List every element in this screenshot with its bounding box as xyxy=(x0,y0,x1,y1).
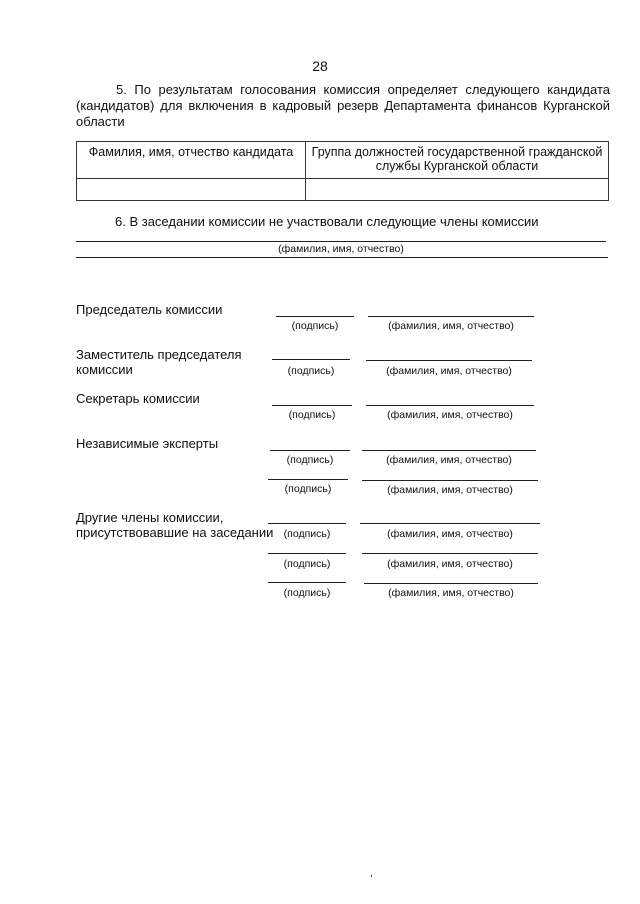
deputy-chairman-label xyxy=(76,347,242,377)
secretary-fio-line[interactable] xyxy=(366,405,534,406)
deputy-signature-caption: (подпись) xyxy=(287,365,335,377)
chairman-fio-caption: (фамилия, имя, отчество) xyxy=(388,320,514,332)
deputy-fio-line[interactable] xyxy=(366,360,532,361)
deputy-chairman-label-line2: комиссии xyxy=(76,362,133,377)
other-member-2-signature-line[interactable] xyxy=(268,553,346,554)
section-6-text: 6. В заседании комиссии не участвовали следующие члены комиссии xyxy=(115,214,539,229)
secretary-signature-caption: (подпись) xyxy=(288,409,336,421)
candidate-name-cell[interactable] xyxy=(77,179,306,201)
absent-members-line-2[interactable] xyxy=(76,257,608,258)
chairman-signature-line[interactable] xyxy=(276,316,354,317)
section-5-number: 5. xyxy=(116,82,127,97)
section-5-text: По результатам голосования комиссия определяет следующего кандидата (кандидатов) для включения в кадровый резерв Департамента финансов Курганской области xyxy=(76,82,610,129)
deputy-chairman-label-line1: Заместитель председателя xyxy=(76,347,242,362)
expert-2-fio-caption: (фамилия, имя, отчество) xyxy=(387,484,513,496)
other-member-2-fio-line[interactable] xyxy=(362,553,538,554)
other-members-label-line1: Другие члены комиссии, xyxy=(76,510,224,525)
candidate-name-header: Фамилия, имя, отчество кандидата xyxy=(77,142,306,179)
chairman-signature-caption: (подпись) xyxy=(291,320,339,332)
scan-mark: , xyxy=(370,868,373,879)
secretary-signature-line[interactable] xyxy=(272,405,352,406)
expert-1-fio-caption: (фамилия, имя, отчество) xyxy=(386,454,512,466)
position-group-cell[interactable] xyxy=(306,179,609,201)
experts-label: Независимые эксперты xyxy=(76,436,219,451)
chairman-label: Председатель комиссии xyxy=(76,302,223,317)
expert-2-signature-caption: (подпись) xyxy=(284,483,332,495)
candidate-table-header-row xyxy=(77,142,609,179)
other-member-3-fio-caption: (фамилия, имя, отчество) xyxy=(388,587,514,599)
other-members-label-line2: присутствовавшие на заседании xyxy=(76,525,274,540)
page-number: 28 xyxy=(312,58,328,74)
other-member-1-signature-caption: (подпись) xyxy=(283,528,331,540)
absent-members-fio-caption: (фамилия, имя, отчество) xyxy=(278,243,404,255)
expert-1-fio-line[interactable] xyxy=(362,450,536,451)
chairman-fio-line[interactable] xyxy=(368,316,534,317)
expert-2-fio-line[interactable] xyxy=(362,480,538,481)
position-group-header: Группа должностей государственной гражданской службы Курганской области xyxy=(306,142,609,179)
deputy-signature-line[interactable] xyxy=(272,359,350,360)
other-member-3-signature-caption: (подпись) xyxy=(283,587,331,599)
other-members-label xyxy=(76,510,273,540)
other-member-1-signature-line[interactable] xyxy=(268,523,346,524)
section-5-paragraph xyxy=(76,82,610,130)
other-member-1-fio-caption: (фамилия, имя, отчество) xyxy=(387,528,513,540)
other-member-3-signature-line[interactable] xyxy=(268,582,346,583)
absent-members-line[interactable] xyxy=(76,241,606,242)
other-member-3-fio-line[interactable] xyxy=(364,583,538,584)
secretary-fio-caption: (фамилия, имя, отчество) xyxy=(387,409,513,421)
candidate-table-row xyxy=(77,179,609,201)
expert-2-signature-line[interactable] xyxy=(268,479,348,480)
other-member-2-signature-caption: (подпись) xyxy=(283,558,331,570)
candidate-table xyxy=(76,141,609,201)
expert-1-signature-caption: (подпись) xyxy=(286,454,334,466)
other-member-2-fio-caption: (фамилия, имя, отчество) xyxy=(387,558,513,570)
deputy-fio-caption: (фамилия, имя, отчество) xyxy=(386,365,512,377)
other-member-1-fio-line[interactable] xyxy=(360,523,540,524)
secretary-label: Секретарь комиссии xyxy=(76,391,200,406)
expert-1-signature-line[interactable] xyxy=(270,450,350,451)
